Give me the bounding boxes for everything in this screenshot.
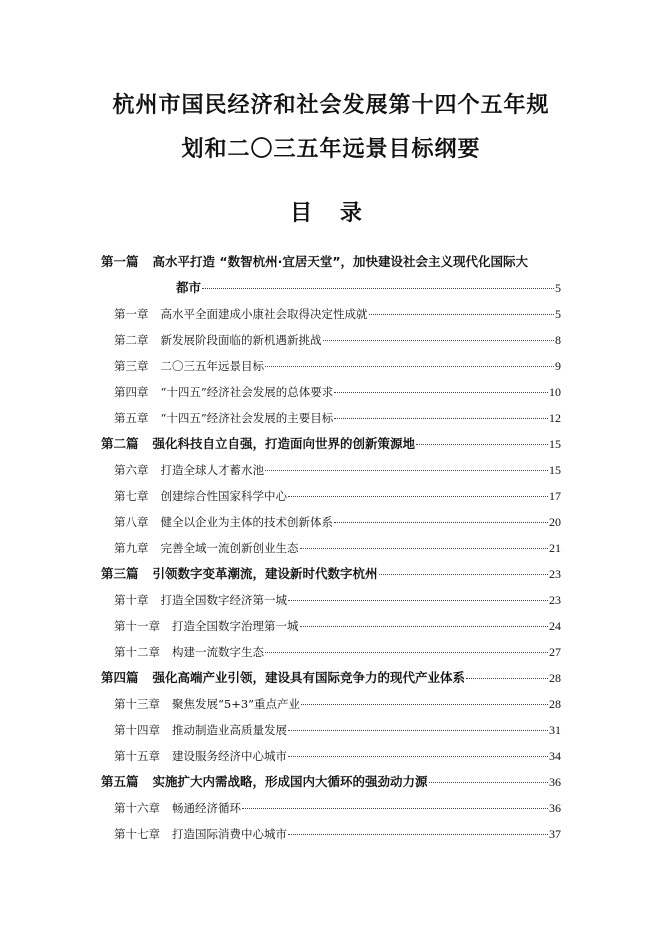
- toc-entry-chapter-14[interactable]: [114, 720, 561, 740]
- toc-heading: 目 录: [290, 201, 372, 226]
- toc-leader-dots: [265, 470, 548, 471]
- toc-leader-dots: [379, 574, 548, 575]
- toc-entry-title: 健全以企业为主体的技术创新体系: [160, 515, 333, 529]
- toc-leader-dots: [334, 392, 548, 393]
- toc-entry-chapter-12[interactable]: [114, 642, 561, 662]
- toc-entry-part-3[interactable]: [101, 564, 561, 584]
- toc-entry-title: 打造全国数字经济第一城: [160, 593, 287, 607]
- toc-entry-title: “十四五”经济社会发展的主要目标: [160, 411, 334, 425]
- toc-entry-label: 第十四章: [114, 723, 160, 737]
- toc-entry-part-2[interactable]: [101, 434, 561, 454]
- toc-entry-chapter-3[interactable]: [114, 356, 561, 376]
- toc-entry-chapter-9[interactable]: [114, 538, 561, 558]
- toc-page-number: 36: [549, 801, 561, 815]
- toc-entry-label: 第五篇: [101, 774, 139, 789]
- toc-entry-chapter-6[interactable]: [114, 460, 561, 480]
- toc-leader-dots: [288, 834, 548, 835]
- toc-entry-title: 建设服务经济中心城市: [172, 749, 287, 763]
- toc-page-number: 28: [549, 671, 561, 685]
- toc-leader-dots: [429, 782, 548, 783]
- toc-entry-label: 第一章: [114, 307, 149, 321]
- toc-entry-title: 强化高端产业引领，建设具有国际竞争力的现代产业体系: [152, 670, 466, 685]
- toc-page-number: 8: [555, 333, 561, 347]
- toc-leader-dots: [202, 288, 554, 289]
- toc-entry-label: 第四章: [114, 385, 149, 399]
- toc-entry-chapter-17[interactable]: [114, 824, 561, 844]
- toc-entry-label: 第三篇: [101, 566, 139, 581]
- toc-leader-dots: [288, 756, 548, 757]
- toc-entry-chapter-7[interactable]: [114, 486, 561, 506]
- toc-leader-dots: [323, 340, 555, 341]
- toc-entry-chapter-8[interactable]: [114, 512, 561, 532]
- toc-entry-label: 第二章: [114, 333, 149, 347]
- toc-entry-label: 第四篇: [101, 670, 139, 685]
- toc-entry-label: 第十七章: [114, 827, 160, 841]
- toc-entry-chapter-4[interactable]: [114, 382, 561, 402]
- toc-entry-label: 第十五章: [114, 749, 160, 763]
- toc-entry-chapter-13[interactable]: [114, 694, 561, 714]
- toc-entry-label: 第六章: [114, 463, 149, 477]
- toc-entry-label: 第十章: [114, 593, 149, 607]
- toc-page-number: 12: [549, 411, 561, 425]
- toc-entry-title: 畅通经济循环: [172, 801, 241, 815]
- toc-entry-title: 打造全国数字治理第一城: [172, 619, 299, 633]
- toc-entry-title: 推动制造业高质量发展: [172, 723, 287, 737]
- toc-page-number: 15: [549, 463, 561, 477]
- toc-entry-chapter-15[interactable]: [114, 746, 561, 766]
- toc-page-number: 10: [549, 385, 561, 399]
- toc-part-1-title-line-2[interactable]: [176, 278, 561, 298]
- toc-page-number: 23: [549, 567, 561, 581]
- toc-part-1-title-line-1[interactable]: [101, 252, 561, 272]
- toc-page-number: 23: [549, 593, 561, 607]
- toc-page-number: 17: [549, 489, 561, 503]
- toc-page-number: 21: [549, 541, 561, 555]
- toc-entry-title: 二〇三五年远景目标: [160, 359, 264, 373]
- toc-page-number: 37: [549, 827, 561, 841]
- toc-entry-label: 第三章: [114, 359, 149, 373]
- toc-part-1-title: 高水平打造 “数智杭州·宜居天堂”，加快建设社会主义现代化国际大: [152, 254, 529, 269]
- toc-page-number: 24: [549, 619, 561, 633]
- toc-leader-dots: [300, 548, 549, 549]
- document-title-line-2: 划和二〇三五年远景目标纲要: [181, 137, 481, 162]
- toc-leader-dots: [300, 626, 549, 627]
- toc-leader-dots: [265, 366, 554, 367]
- toc-leader-dots: [288, 730, 548, 731]
- toc-page-number: 28: [549, 697, 561, 711]
- toc-entry-chapter-10[interactable]: [114, 590, 561, 610]
- toc-leader-dots: [334, 418, 548, 419]
- toc-entry-title: 新发展阶段面临的新机遇新挑战: [160, 333, 322, 347]
- toc-page-number: 5: [555, 307, 561, 321]
- toc-leader-dots: [334, 522, 548, 523]
- toc-leader-dots: [288, 496, 548, 497]
- toc-page-number: 36: [549, 775, 561, 789]
- toc-page-number: 9: [555, 359, 561, 373]
- toc-entry-chapter-16[interactable]: [114, 798, 561, 818]
- toc-entry-label: 第二篇: [101, 436, 139, 451]
- toc-leader-dots: [301, 704, 548, 705]
- toc-entry-title: “十四五”经济社会发展的总体要求: [160, 385, 334, 399]
- toc-entry-title: 高水平全面建成小康社会取得决定性成就: [160, 307, 368, 321]
- toc-entry-label: 第十一章: [114, 619, 160, 633]
- toc-entry-label: 第八章: [114, 515, 149, 529]
- toc-entry-title: 构建一流数字生态: [172, 645, 264, 659]
- toc-entry-title: 创建综合性国家科学中心: [160, 489, 287, 503]
- toc-leader-dots: [242, 808, 548, 809]
- toc-page-number: 31: [549, 723, 561, 737]
- toc-entry-label: 第十三章: [114, 697, 160, 711]
- toc-part-1-label: 第一篇: [101, 254, 139, 269]
- toc-entry-title: 实施扩大内需战略，形成国内大循环的强劲动力源: [152, 774, 428, 789]
- toc-leader-dots: [466, 678, 548, 679]
- toc-entry-title: 聚焦发展“5+3”重点产业: [172, 697, 301, 711]
- toc-entry-chapter-2[interactable]: [114, 330, 561, 350]
- toc-entry-part-4[interactable]: [101, 668, 561, 688]
- toc-leader-dots: [369, 314, 555, 315]
- toc-entry-label: 第九章: [114, 541, 149, 555]
- toc-entry-title: 完善全域一流创新创业生态: [160, 541, 299, 555]
- toc-entry-part-5[interactable]: [101, 772, 561, 792]
- toc-page-number: 27: [549, 645, 561, 659]
- toc-entry-chapter-5[interactable]: [114, 408, 561, 428]
- toc-part-1-title-continued: 都市: [176, 280, 202, 295]
- toc-page-number: 15: [549, 437, 561, 451]
- toc-entry-label: 第十六章: [114, 801, 160, 815]
- toc-entry-title: 引领数字变革潮流，建设新时代数字杭州: [152, 566, 378, 581]
- toc-entry-chapter-1[interactable]: [114, 304, 561, 324]
- toc-entry-title: 打造全球人才蓄水池: [160, 463, 264, 477]
- toc-entry-label: 第十二章: [114, 645, 160, 659]
- toc-leader-dots: [416, 444, 548, 445]
- toc-entry-label: 第七章: [114, 489, 149, 503]
- toc-leader-dots: [265, 652, 548, 653]
- document-title-line-1: 杭州市国民经济和社会发展第十四个五年规: [112, 93, 550, 118]
- toc-page-number: 20: [549, 515, 561, 529]
- toc-leader-dots: [288, 600, 548, 601]
- toc-page-number: 5: [555, 281, 561, 295]
- toc-entry-title: 打造国际消费中心城市: [172, 827, 287, 841]
- toc-entry-chapter-11[interactable]: [114, 616, 561, 636]
- toc-entry-label: 第五章: [114, 411, 149, 425]
- toc-entry-title: 强化科技自立自强，打造面向世界的创新策源地: [152, 436, 416, 451]
- toc-page-number: 34: [549, 749, 561, 763]
